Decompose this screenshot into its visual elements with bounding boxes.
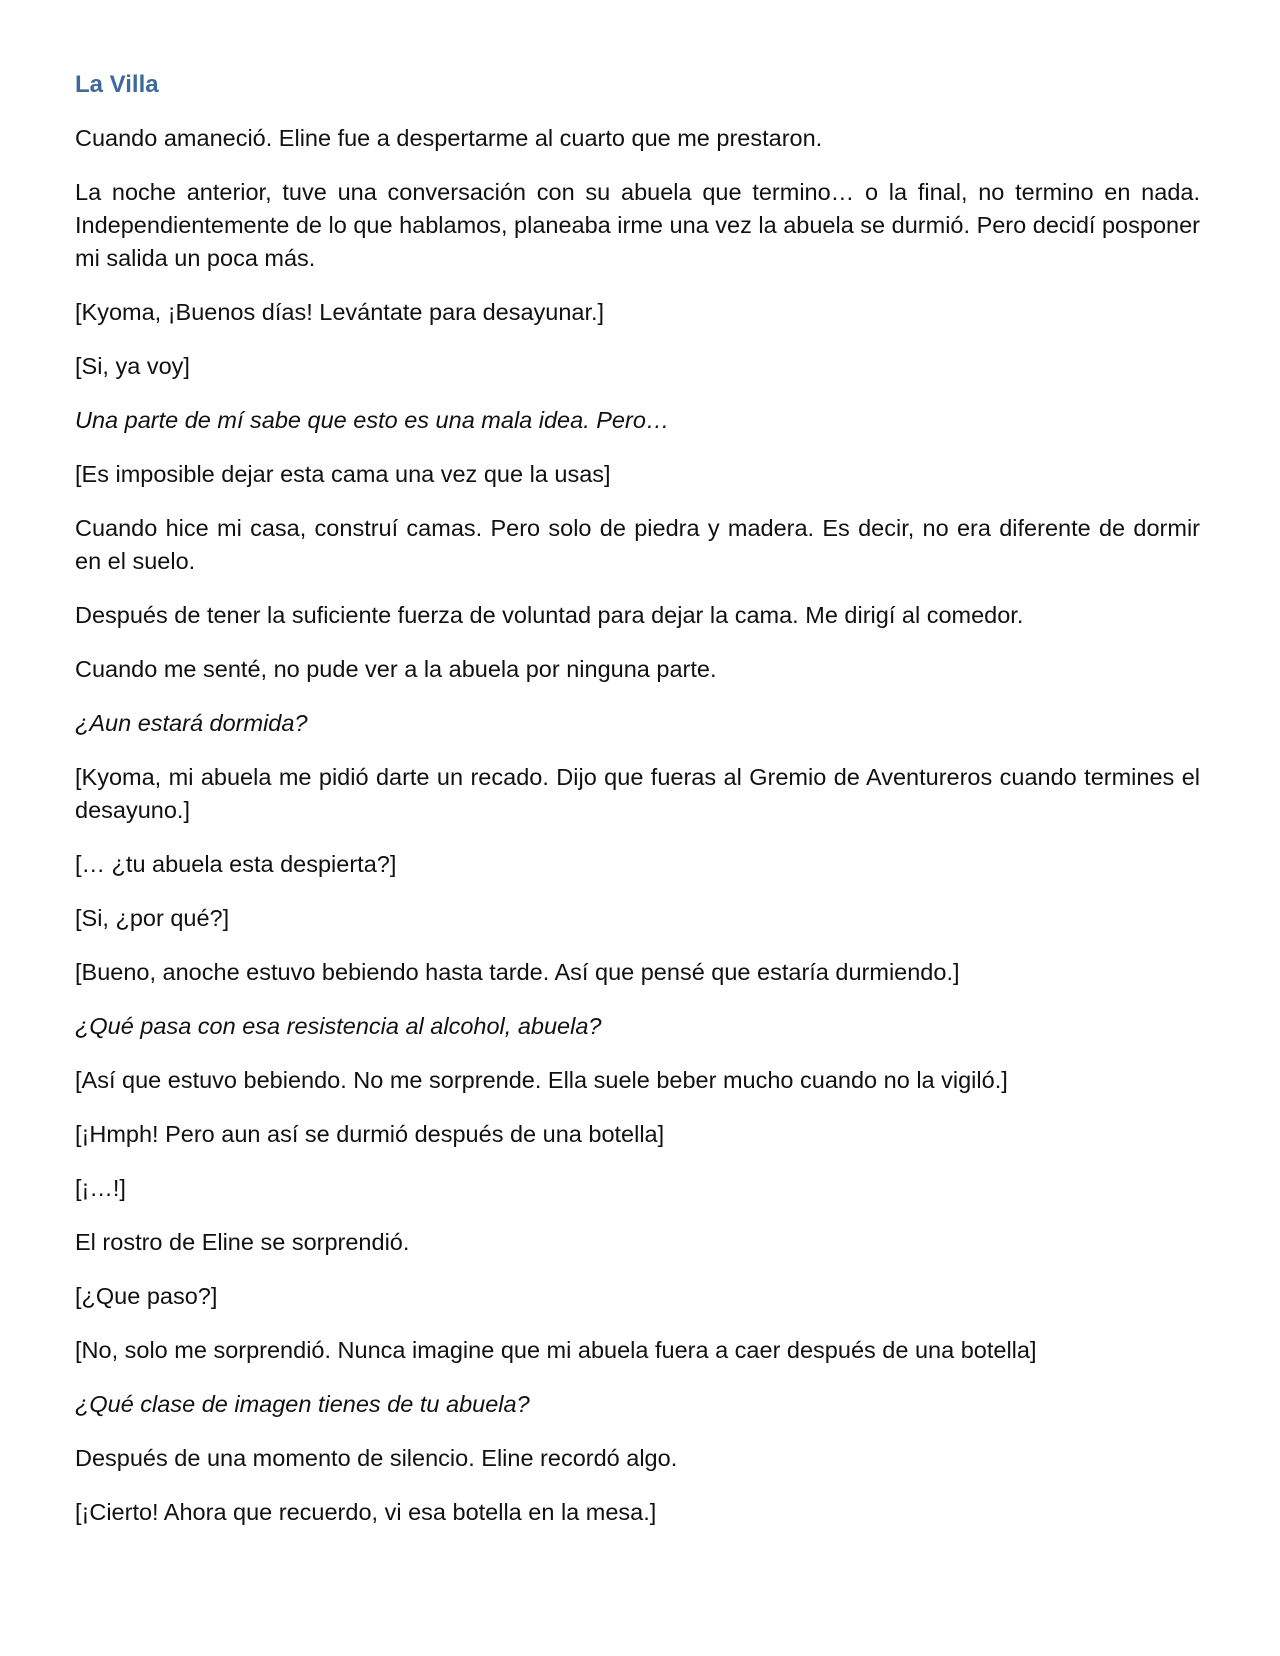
paragraph: [Bueno, anoche estuvo bebiendo hasta tarde. Así que pensé que estaría durmiendo.]: [75, 959, 960, 985]
chapter-title: La Villa: [75, 71, 159, 98]
paragraph: [Kyoma, mi abuela me pidió darte un recado. Dijo que fueras al Gremio de Aventureros cuando termines el desayuno.]: [75, 764, 1200, 823]
paragraph: El rostro de Eline se sorprendió.: [75, 1229, 410, 1255]
paragraph: [Si, ¿por qué?]: [75, 905, 230, 931]
paragraph: Cuando me senté, no pude ver a la abuela por ninguna parte.: [75, 656, 717, 682]
paragraph-thought: ¿Qué pasa con esa resistencia al alcohol, abuela?: [75, 1013, 602, 1039]
document-page: [75, 68, 1200, 1550]
paragraph: Cuando hice mi casa, construí camas. Pero solo de piedra y madera. Es decir, no era diferente de dormir en el suelo.: [75, 515, 1200, 574]
paragraph-thought: ¿Qué clase de imagen tienes de tu abuela?: [75, 1391, 530, 1417]
body-text: [75, 122, 1200, 1529]
paragraph-thought: Una parte de mí sabe que esto es una mala idea. Pero…: [75, 407, 670, 433]
paragraph: Después de tener la suficiente fuerza de voluntad para dejar la cama. Me dirigí al comedor.: [75, 602, 1024, 628]
paragraph: [¿Que paso?]: [75, 1283, 218, 1309]
paragraph: [¡Hmph! Pero aun así se durmió después de una botella]: [75, 1121, 665, 1147]
paragraph: [Es imposible dejar esta cama una vez que la usas]: [75, 461, 611, 487]
paragraph: [No, solo me sorprendió. Nunca imagine que mi abuela fuera a caer después de una botella]: [75, 1337, 1037, 1363]
paragraph: [¡Cierto! Ahora que recuerdo, vi esa botella en la mesa.]: [75, 1499, 657, 1525]
paragraph: [Así que estuvo bebiendo. No me sorprende. Ella suele beber mucho cuando no la vigiló.]: [75, 1067, 1008, 1093]
paragraph: [Si, ya voy]: [75, 353, 190, 379]
paragraph-thought: ¿Aun estará dormida?: [75, 710, 308, 736]
paragraph: [Kyoma, ¡Buenos días! Levántate para desayunar.]: [75, 299, 605, 325]
paragraph: La noche anterior, tuve una conversación con su abuela que termino… o la final, no termino en nada. Independientemente de lo que hablamos, planeaba irme una vez la abuela se durmió. Pero decidí posponer mi salida un poca más.: [75, 179, 1200, 271]
paragraph: [… ¿tu abuela esta despierta?]: [75, 851, 397, 877]
paragraph: Cuando amaneció. Eline fue a despertarme al cuarto que me prestaron.: [75, 125, 823, 151]
paragraph: [¡…!]: [75, 1175, 126, 1201]
paragraph: Después de una momento de silencio. Eline recordó algo.: [75, 1445, 678, 1471]
